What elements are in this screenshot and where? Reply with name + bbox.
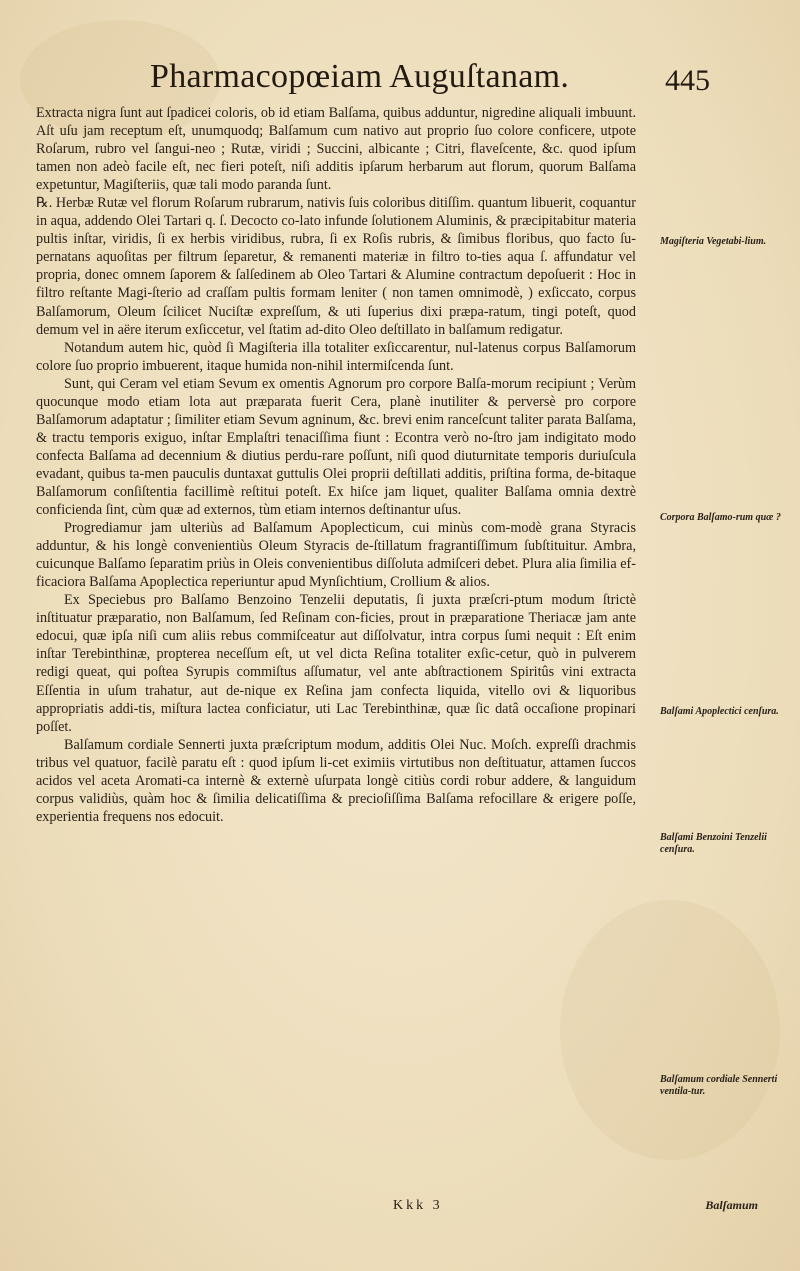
paragraph: Ex Speciebus pro Balſamo Benzoino Tenzelii deputatis, ſi juxta præſcri-ptum modum ſtrictè inſtituatur præparatio, non Balſamum, ſed Reſinam con-ficies, prout in præparatione Theriacæ jam ante edocui, quæ ipſa niſi cum aliis rebus commiſceatur aut diſſolvatur, intra corpus ſumi nequit : Eſt enim inſtar Terebinthinæ, propterea neceſſum eſt, ut vel dicta Reſina totaliter exſic-cetur, quò in pulverem redigi queat, qui poſtea Syrupis commiſtus aſſumatur, vel ante abſtractionem Spiritûs vini extracta Eſſentia in uſum trahatur, aut de-nique ex Reſina jam confecta liquida, vitello ovi & liquoribus appropriatis addi-tis, miſtura lactea conficiatur, uti Lac Terebinthinæ, quæ ſic datâ occaſione propinari poſſet. xyxy=(36,592,636,735)
marginal-note: Balſami Benzoini Tenzelii cenſura. xyxy=(660,832,767,855)
marginal-note: Balſamum cordiale Sennerti ventila-tur. xyxy=(660,1074,778,1097)
paragraph: Progrediamur jam ulteriùs ad Balſamum Apoplecticum, cui minùs com-modè grana Styracis adduntur, & his longè convenientiùs Oleum Styracis de-ſtillatum fragrantiſſimum ſubſtituitur. Ambra, cuicunque Balſamo ſeparatim priùs in Oleis convenientibus diſſoluta admiſceri debet. Plura alia ſimilia ef-ficaciora Balſama Apoplectica reperiuntur apud Mynſichtium, Crollium & alios. xyxy=(36,520,636,591)
marginal-note: Balſami Apoplectici cenſura. xyxy=(660,706,779,717)
catchword: Balſamum xyxy=(705,1198,758,1212)
paragraph: Notandum autem hic, quòd ſi Magiſteria illa totaliter exſiccarentur, nul-latenus corpus Balſamorum colore ſuo proprio imbuerent, itaque humida non-nihil intermiſcenda ſunt. xyxy=(36,339,636,374)
marginal-note: Magiſteria Vegetabi-lium. xyxy=(660,236,767,247)
paragraph: Balſamum cordiale Sennerti juxta præſcriptum modum, additis Olei Nuc. Moſch. expreſſi drachmis tribus vel quatuor, facilè paratu eſt : quod ipſum li-cet eximiis virtutibus non deſtituatur, attamen ſuccos acidos vel aceta Aromati-ca internè & externè uſurpata longè citiùs cordi robur addere, & languidum corpus validiùs, quàm hoc & ſimilia delicatiſſima & precioſiſſima Balſama refocillare & erigere poſſe, experientia frequens nos edocuit. xyxy=(36,736,636,825)
running-title: Pharmacopœiam Auguſtanam. xyxy=(150,58,570,95)
body-text xyxy=(36,104,636,826)
paper-stain xyxy=(560,900,780,1160)
marginal-note: Corpora Balſamo-rum quæ ? xyxy=(660,512,781,523)
page-footer xyxy=(36,1198,776,1218)
paragraph: ℞. Herbæ Rutæ vel florum Roſarum rubrarum, nativis ſuis coloribus ditiſſim. quantum libuerit, coquantur in aqua, addendo Olei Tartari q. ſ. Decocto co-lato infunde ſolutionem Aluminis, & præcipitabitur materia pultis inſtar, viridis, ſi ex herbis viridibus, rubra, ſi ex Roſis rubris, & ſimibus floribus, quo facto ſu-pernatans aquoſitas per filtrum ſeparetur, & remanenti materiæ in filtro to-ties aqua ſ. affundatur vel propria, donec omnem ſaporem & ſalſedinem ab Oleo Tartari & Alumine contractum depoſuerit : Hoc in filtro reſtante Magi-ſterio ad craſſam pultis formam leniter ( non tamen omnimodè, ) exſiccato, corpus Balſamorum, Oleum ſcilicet Nuciſtæ expreſſum, & uti ſuperius dixi præpa-ratum, tingi poteſt, quod demum vel in aëre iterum exſiccetur, vel ſtatim ad-dito Oleo deſtillato in balſamum redigatur. xyxy=(36,195,636,338)
page-number: 445 xyxy=(665,64,710,97)
signature-mark: Kkk 3 xyxy=(393,1198,443,1213)
paragraph: Extracta nigra ſunt aut ſpadicei coloris, ob id etiam Balſama, quibus adduntur, nigredine aliquali imbuunt. Aſt uſu jam receptum eſt, unumquodq; Balſamum cum nativo aut proprio ſuo colore conficere, utpote Roſarum, rubro vel ſangui-neo ; Rutæ, viridi ; Succini, albicante ; Citri, flaveſcente, &c. quod ipſum tamen non adeò facile eſt, nec fieri poteſt, niſi additis ipſarum herbarum aut florum, quorum Balſama expetuntur, Magiſteriis, quæ tali modo paranda ſunt. xyxy=(36,105,636,194)
page-header xyxy=(150,58,710,104)
paragraph: Sunt, qui Ceram vel etiam Sevum ex omentis Agnorum pro corpore Balſa-morum recipiunt ; Verùm quocunque modo etiam lota aut præparata fuerit Cera, planè inutiliter & perversè pro corpore Balſamorum adaptatur ; ſimiliter etiam Sevum agninum, &c. brevi enim ranceſcunt taliter parata Balſama, & tractu temporis exiguo, inſtar Emplaſtri tenaciſſima fiunt : Econtra verò no-ſtro jam indigitato modo confecta Balſama ad decennium & diutius perdu-rare poſſunt, niſi quod diuturnitate temporis duriuſcula evadant, quibus ta-men pauculis duntaxat guttulis Olei proprii deſtillati additis, priſtina forma, de-bitaque Balſamorum conſiſtentia facillimè reſtitui poteſt. Ex hiſce jam liquet, qualiter Balſama omnia dextrè conficienda ſint, cùm quæ ad externos, tùm etiam internos deſtinantur uſus. xyxy=(36,375,636,519)
